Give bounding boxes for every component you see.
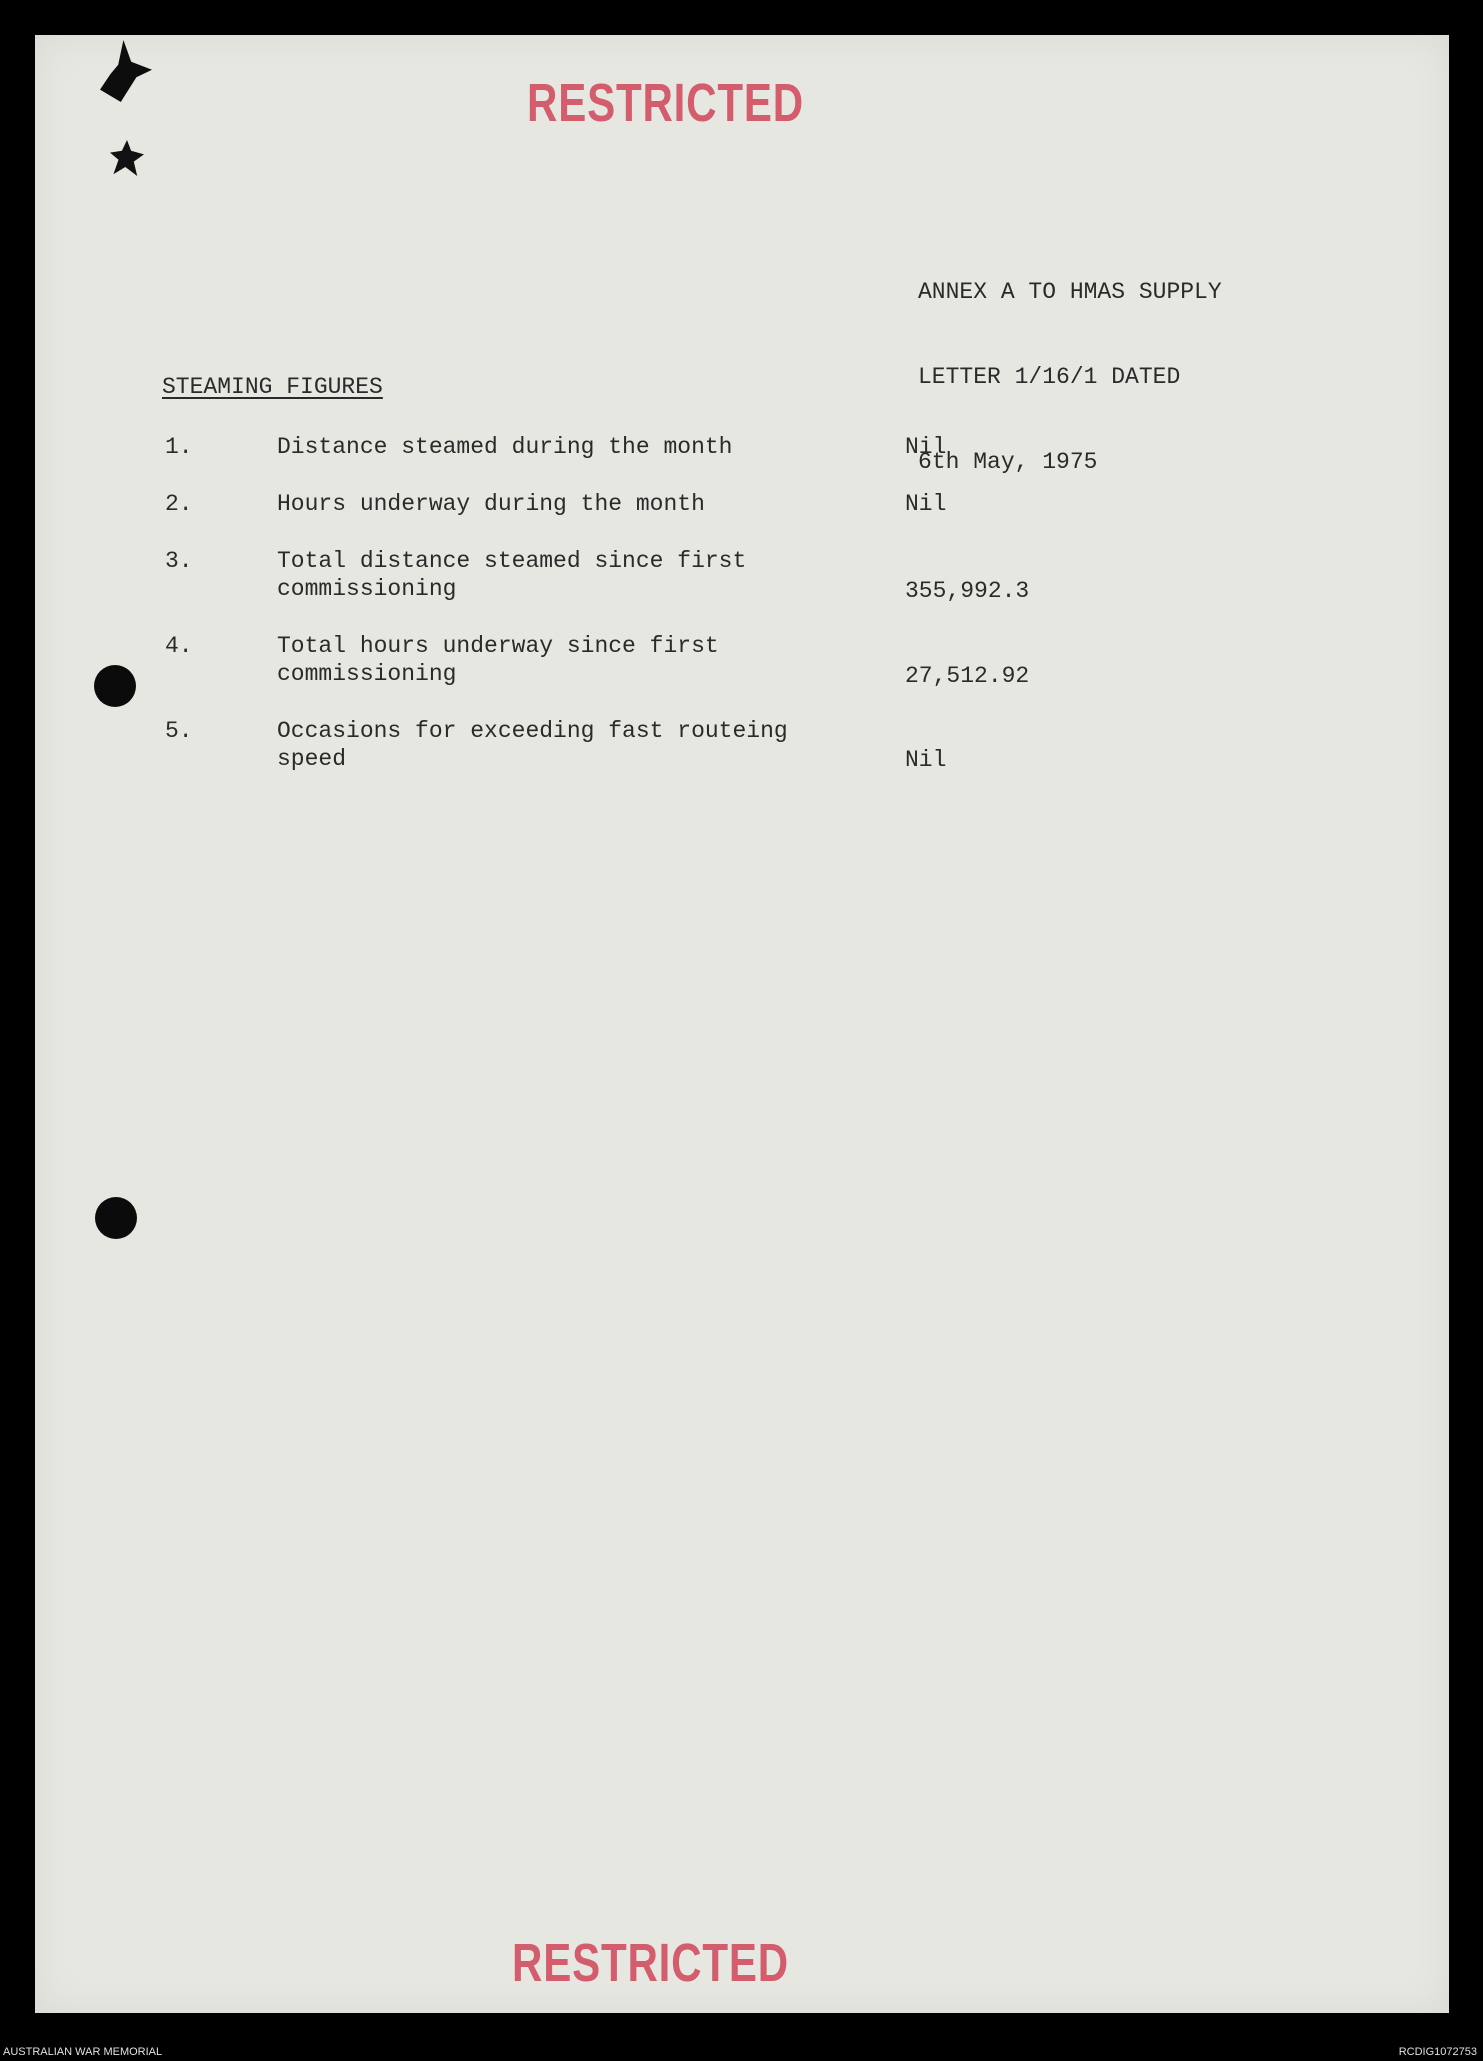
- annex-line: ANNEX A TO HMAS SUPPLY: [918, 279, 1222, 305]
- document-page: [35, 35, 1449, 2013]
- item-number: 2.: [165, 491, 193, 517]
- item-description: Total hours underway since first: [277, 633, 719, 659]
- item-value: 355,992.3: [905, 578, 1030, 604]
- item-description-continued: commissioning: [277, 661, 457, 687]
- item-description: Total distance steamed since first: [277, 548, 747, 574]
- item-number: 4.: [165, 633, 193, 659]
- item-number: 3.: [165, 548, 193, 574]
- archive-credit: AUSTRALIAN WAR MEMORIAL: [3, 2046, 163, 2058]
- punch-hole: [95, 1197, 137, 1239]
- annex-reference: [918, 222, 1222, 505]
- item-value: Nil: [905, 434, 947, 460]
- archive-id: RCDIG1072753: [1398, 2046, 1477, 2058]
- item-description: Hours underway during the month: [277, 491, 705, 517]
- annex-line: LETTER 1/16/1 DATED: [918, 364, 1181, 390]
- punch-hole: [94, 665, 136, 707]
- item-description: Distance steamed during the month: [277, 434, 733, 460]
- restricted-stamp-top: RESTRICTED: [527, 73, 804, 133]
- item-number: 1.: [165, 434, 193, 460]
- item-description-continued: commissioning: [277, 576, 457, 602]
- restricted-stamp-bottom: RESTRICTED: [512, 1933, 789, 1993]
- annex-date: 6th May, 1975: [918, 449, 1098, 475]
- item-value: Nil: [905, 491, 947, 517]
- item-description-continued: speed: [277, 746, 347, 772]
- item-value: 27,512.92: [905, 663, 1030, 689]
- item-description: Occasions for exceeding fast routeing: [277, 718, 788, 744]
- section-heading: STEAMING FIGURES: [162, 374, 383, 400]
- item-number: 5.: [165, 718, 193, 744]
- item-value: Nil: [905, 747, 947, 773]
